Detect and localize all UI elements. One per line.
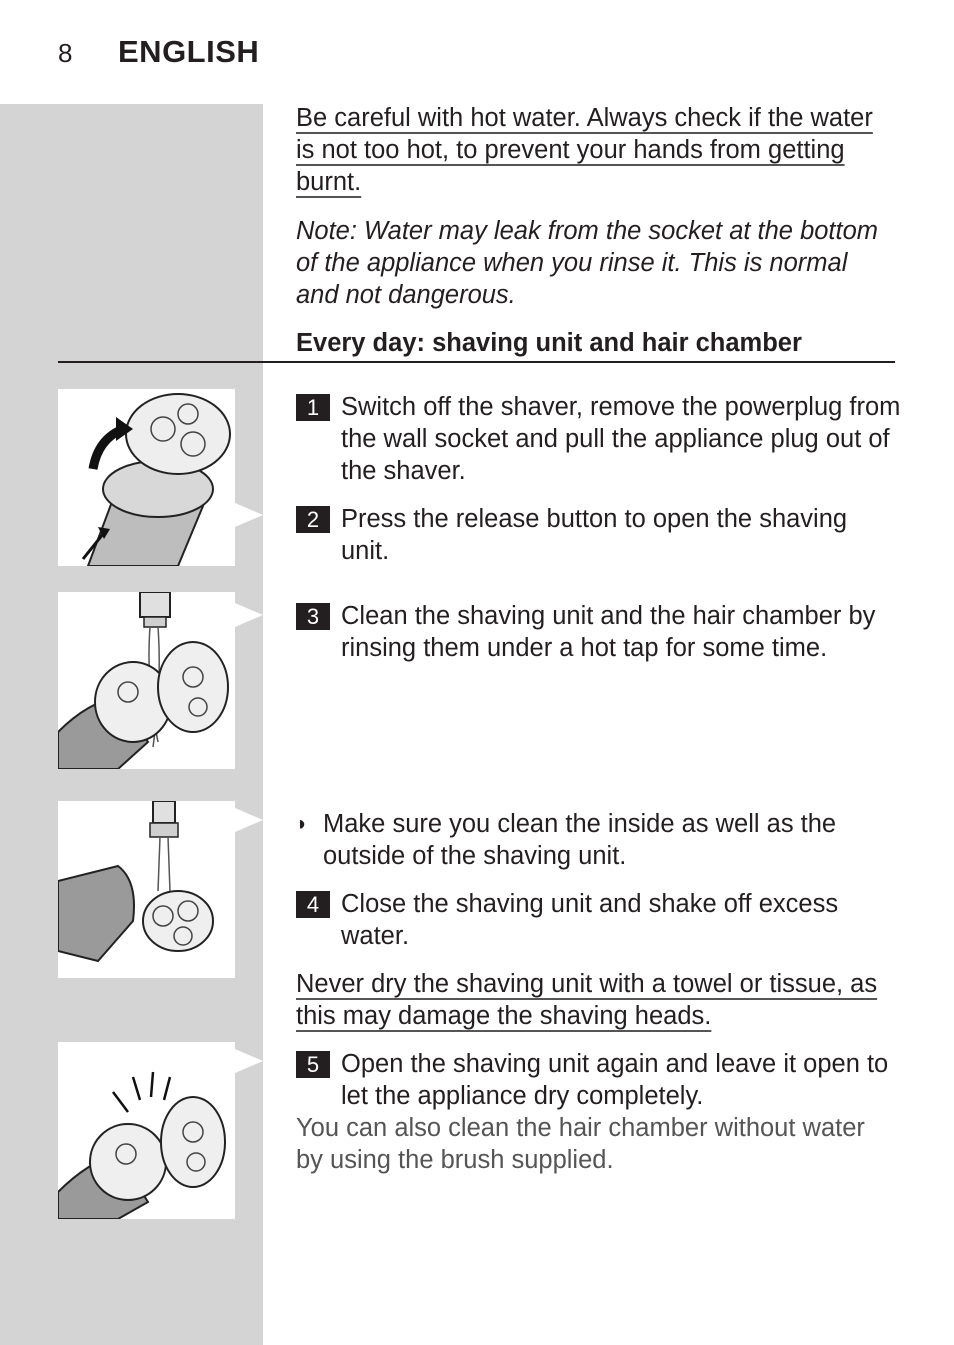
step-text: Press the release button to open the shaving unit.	[341, 505, 848, 565]
step-text: Close the shaving unit and shake off excess water.	[341, 890, 839, 950]
illustration-rinse-closed	[58, 801, 235, 978]
step-number-badge: 1	[296, 394, 330, 421]
illustration-pointer	[235, 1049, 263, 1073]
towel-warning: Never dry the shaving unit with a towel or tissue, as this may damage the shaving heads.	[296, 970, 878, 1030]
illustration-open-shaver	[58, 389, 235, 566]
illustration-pointer	[235, 503, 263, 527]
illustration-dry-open	[58, 1042, 235, 1219]
section-title: Every day: shaving unit and hair chamber	[296, 329, 802, 357]
step-number-badge: 4	[296, 891, 330, 918]
tip-text: You can also clean the hair chamber without water by using the brush supplied.	[296, 1114, 865, 1174]
step-5	[296, 1048, 901, 1112]
illustration-pointer	[235, 808, 263, 832]
bullet-icon: ◗	[296, 813, 309, 835]
step-1	[296, 391, 901, 487]
step-text: Switch off the shaver, remove the powerplug from the wall socket and pull the appliance plug out of the shaver.	[341, 393, 901, 485]
step-4	[296, 888, 901, 952]
step-2	[296, 503, 901, 567]
step-text: Clean the shaving unit and the hair chamber by rinsing them under a hot tap for some time.	[341, 602, 876, 662]
step-3	[296, 600, 901, 664]
hot-water-warning: Be careful with hot water. Always check if the water is not too hot, to prevent your hands from getting burnt.	[296, 104, 873, 196]
step-number-badge: 5	[296, 1051, 330, 1078]
step-number-badge: 2	[296, 506, 330, 533]
illustration-rinse-tap	[58, 592, 235, 769]
leak-note: Note: Water may leak from the socket at the bottom of the appliance when you rinse it. This is normal and not dangerous.	[296, 217, 879, 309]
step-number-badge: 3	[296, 603, 330, 630]
bullet-item	[296, 808, 901, 872]
section-divider	[58, 361, 895, 363]
page-number: 8	[58, 38, 73, 68]
illustration-pointer	[235, 603, 263, 627]
step-text: Open the shaving unit again and leave it open to let the appliance dry completely.	[341, 1050, 889, 1110]
bullet-text: Make sure you clean the inside as well as the outside of the shaving unit.	[323, 810, 837, 870]
language-heading: ENGLISH	[118, 34, 260, 69]
